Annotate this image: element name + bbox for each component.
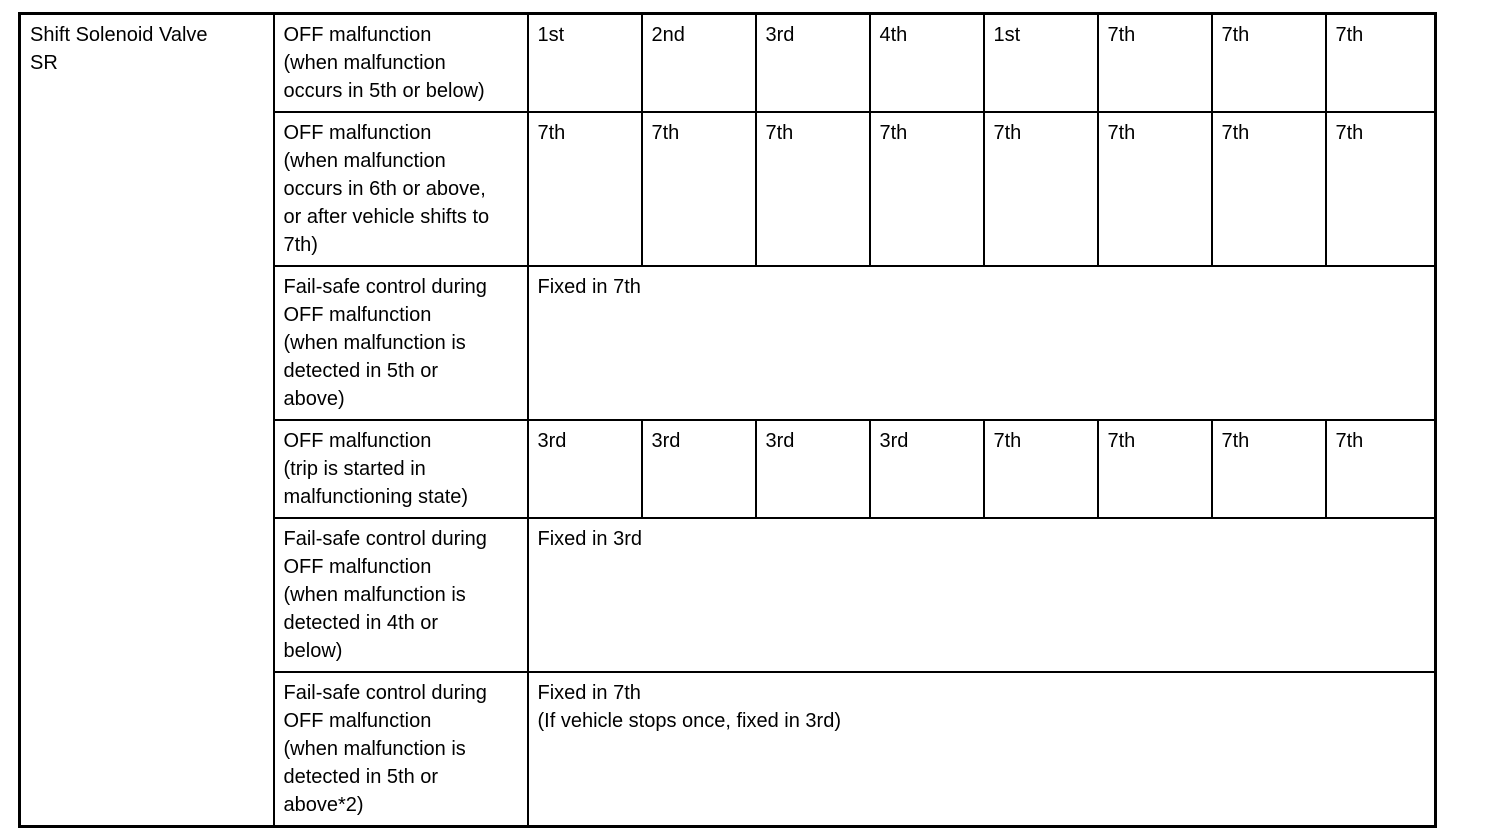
condition-cell: OFF malfunction (trip is started in malfunctioning state) — [274, 420, 528, 518]
gear-cell: 4th — [870, 14, 984, 113]
gear-cell: 1st — [528, 14, 642, 113]
table-row — [20, 14, 1436, 113]
gear-cell: 7th — [1212, 420, 1326, 518]
gear-cell: 7th — [870, 112, 984, 266]
gear-cell: 7th — [1098, 420, 1212, 518]
gear-cell: 7th — [1326, 14, 1436, 113]
result-cell: Fixed in 3rd — [528, 518, 1436, 672]
gear-cell: 7th — [1326, 420, 1436, 518]
gear-cell: 7th — [642, 112, 756, 266]
gear-cell: 3rd — [642, 420, 756, 518]
gear-cell: 7th — [1098, 14, 1212, 113]
gear-cell: 3rd — [756, 14, 870, 113]
gear-cell: 7th — [756, 112, 870, 266]
gear-cell: 7th — [984, 112, 1098, 266]
condition-cell: Fail-safe control during OFF malfunction (when malfunction is detected in 5th or above*2) — [274, 672, 528, 827]
gear-cell: 7th — [1212, 112, 1326, 266]
condition-cell: Fail-safe control during OFF malfunction (when malfunction is detected in 5th or above) — [274, 266, 528, 420]
component-name-cell: Shift Solenoid Valve SR — [20, 14, 274, 827]
condition-cell: OFF malfunction (when malfunction occurs in 5th or below) — [274, 14, 528, 113]
condition-cell: OFF malfunction (when malfunction occurs in 6th or above, or after vehicle shifts to 7th) — [274, 112, 528, 266]
result-cell: Fixed in 7th (If vehicle stops once, fixed in 3rd) — [528, 672, 1436, 827]
gear-cell: 7th — [1098, 112, 1212, 266]
gear-cell: 7th — [984, 420, 1098, 518]
gear-cell: 3rd — [870, 420, 984, 518]
gear-cell: 3rd — [528, 420, 642, 518]
result-cell: Fixed in 7th — [528, 266, 1436, 420]
condition-cell: Fail-safe control during OFF malfunction (when malfunction is detected in 4th or below) — [274, 518, 528, 672]
gear-cell: 7th — [528, 112, 642, 266]
gear-cell: 2nd — [642, 14, 756, 113]
gear-cell: 1st — [984, 14, 1098, 113]
gear-cell: 7th — [1326, 112, 1436, 266]
solenoid-fail-safe-table — [18, 12, 1437, 828]
gear-cell: 7th — [1212, 14, 1326, 113]
gear-cell: 3rd — [756, 420, 870, 518]
